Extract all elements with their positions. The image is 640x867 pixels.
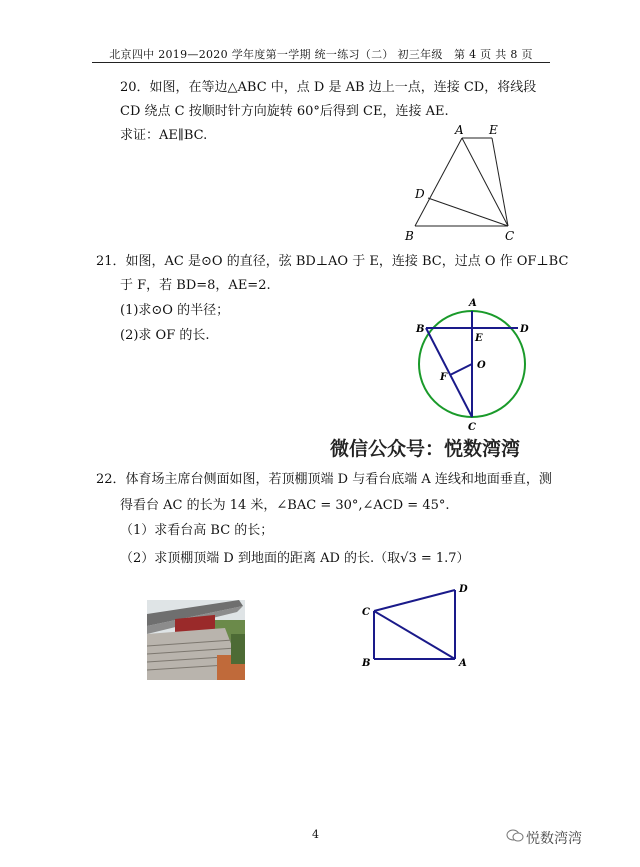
q22-seg-ca bbox=[374, 611, 455, 659]
stadium-photo bbox=[147, 600, 245, 680]
q22-line2: 得看台 AC 的长为 14 米，∠BAC = 30°,∠ACD = 45°. bbox=[120, 498, 450, 513]
q22-line1: 22．体育场主席台侧面如图，若顶棚顶端 D 与看台底端 A 连线和地面垂直，测 bbox=[96, 472, 552, 487]
q20-label-e: E bbox=[489, 123, 498, 137]
q21-line1: 21．如图，AC 是⊙O 的直径，弦 BD⊥AO 于 E，连接 BC，过点 O 作 OF⊥BC bbox=[96, 254, 569, 269]
q22-line3: （1）求看台高 BC 的长； bbox=[120, 523, 274, 538]
q21-figure bbox=[410, 290, 530, 435]
q20-label-a: A bbox=[455, 123, 464, 137]
q22-line4: （2）求顶棚顶端 D 到地面的距离 AD 的长.（取√3 = 1.7） bbox=[120, 551, 470, 566]
page-header: 北京四中 2019—2020 学年度第一学期 统一练习（二） 初三年级 第 4 页 共 8 页 bbox=[109, 48, 533, 61]
q21-label-c: C bbox=[468, 422, 476, 433]
q22-label-c: C bbox=[362, 607, 370, 618]
q21-label-f: F bbox=[440, 372, 448, 383]
q21-seg-of bbox=[450, 364, 472, 375]
q20-seg-ab bbox=[415, 138, 462, 226]
q21-label-e: E bbox=[475, 333, 483, 344]
page-number: 4 bbox=[312, 828, 319, 841]
q21-label-o: O bbox=[477, 360, 486, 371]
header-rule bbox=[92, 62, 550, 63]
q20-line2: CD 绕点 C 按顺时针方向旋转 60°后得到 CE，连接 AE. bbox=[120, 104, 449, 119]
q21-label-d: D bbox=[520, 324, 529, 335]
q21-label-a: A bbox=[469, 298, 477, 309]
q20-label-c: C bbox=[505, 229, 515, 243]
q20-line3: 求证：AE∥BC. bbox=[120, 128, 208, 143]
q20-figure bbox=[395, 118, 525, 248]
q21-seg-bc bbox=[426, 328, 472, 417]
q22-label-b: B bbox=[362, 658, 371, 669]
q22-figure bbox=[355, 580, 480, 675]
watermark-mid: 微信公众号：悦数湾湾 bbox=[330, 438, 521, 460]
q22-label-a: A bbox=[459, 658, 467, 669]
q20-line1: 20．如图，在等边△ABC 中，点 D 是 AB 边上一点，连接 CD，将线段 bbox=[120, 80, 537, 95]
q21-line3: (1)求⊙O 的半径； bbox=[120, 303, 230, 318]
q20-seg-ec bbox=[492, 138, 508, 226]
q20-label-d: D bbox=[415, 187, 425, 201]
q21-line4: (2)求 OF 的长. bbox=[120, 328, 210, 343]
watermark-bottom: 悦数湾湾 bbox=[526, 831, 582, 847]
wechat-icon bbox=[506, 828, 524, 846]
q21-label-b: B bbox=[416, 324, 425, 335]
q21-line2: 于 F，若 BD=8，AE=2. bbox=[120, 278, 271, 293]
q20-label-b: B bbox=[405, 229, 414, 243]
stadium-photo-illustration bbox=[147, 600, 245, 680]
q22-label-d: D bbox=[459, 584, 468, 595]
q22-seg-cd bbox=[374, 590, 455, 611]
